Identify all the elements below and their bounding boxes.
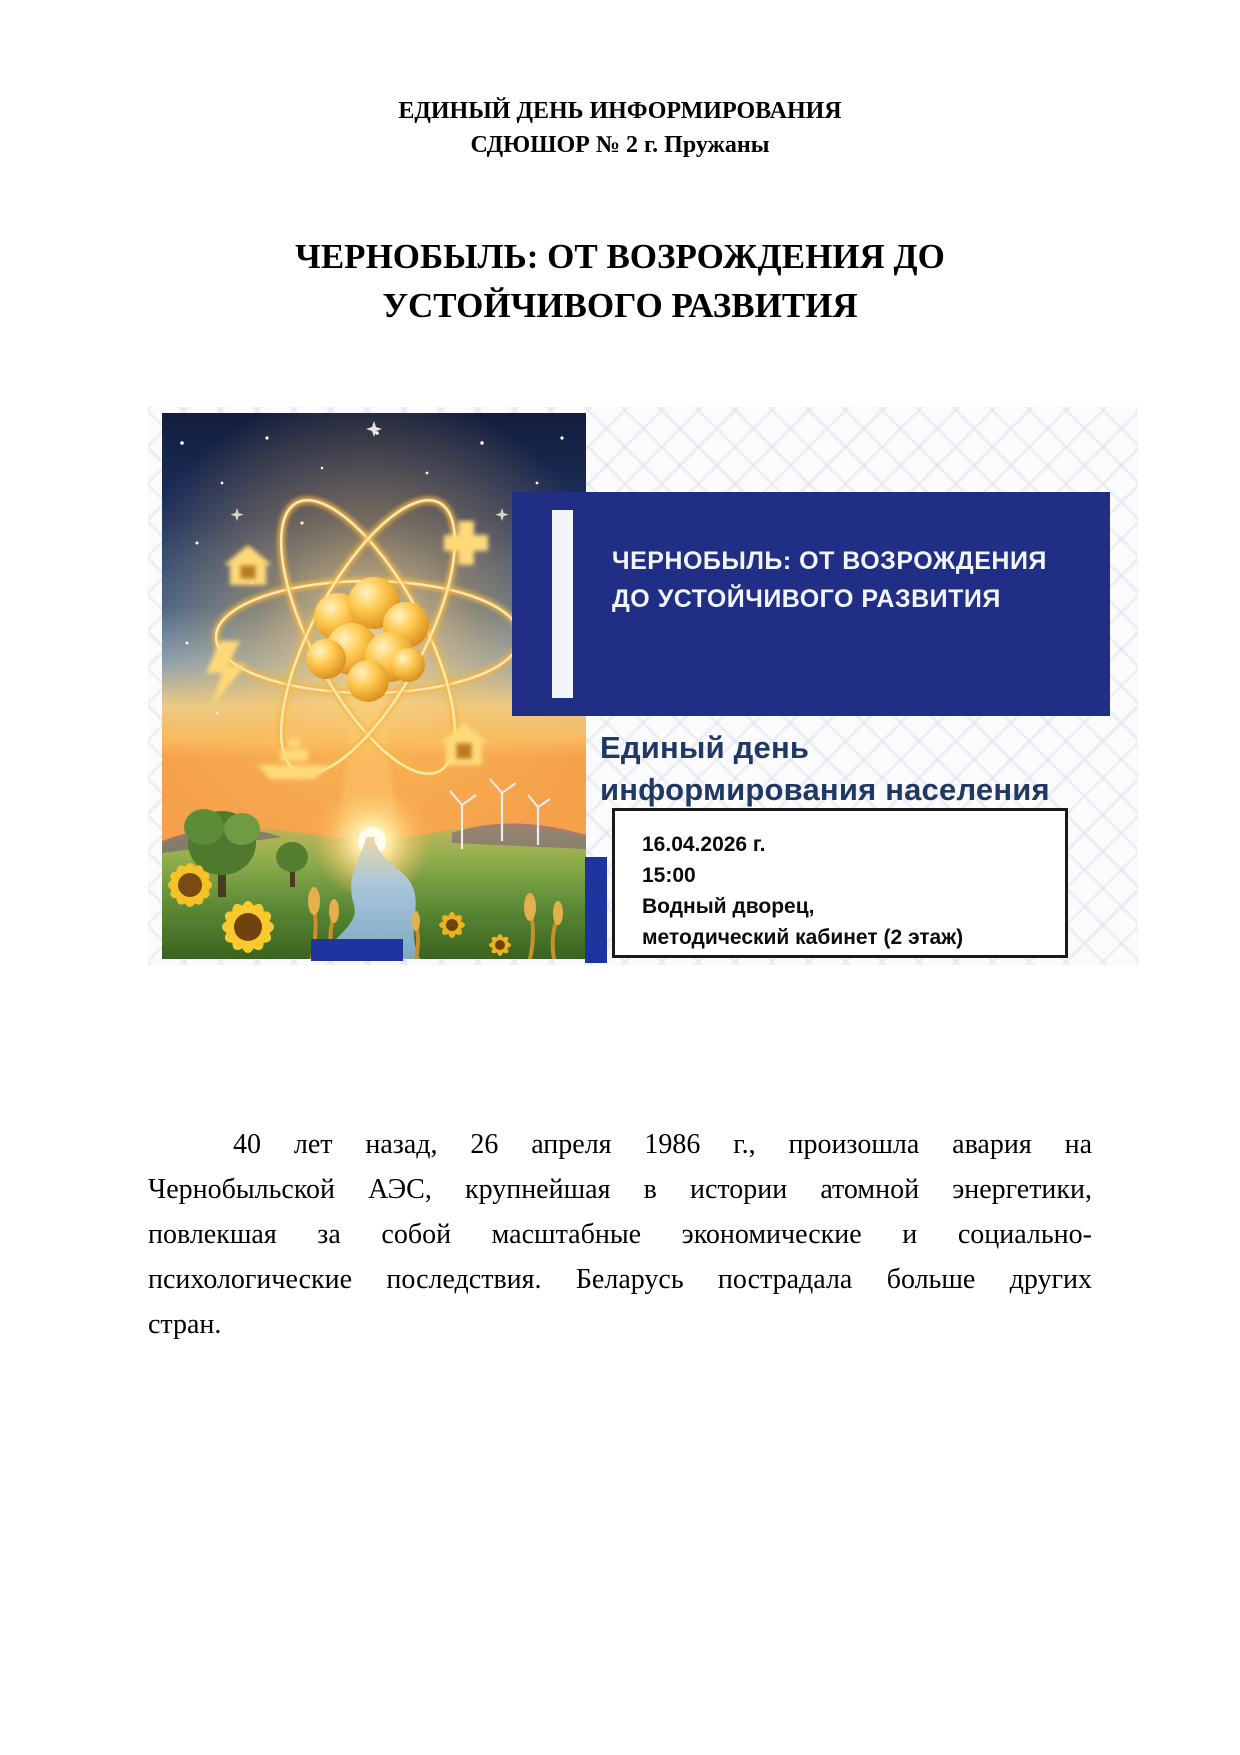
- event-time: 15:00: [642, 864, 696, 887]
- event-date: 16.04.2026 г.: [642, 833, 766, 856]
- photo-bottom-accent: [311, 939, 403, 961]
- poster-subtitle: [600, 727, 1050, 811]
- page-title: [148, 232, 1092, 330]
- poster-banner: [512, 492, 1110, 716]
- event-place-line-2: методический кабинет (2 этаж): [642, 926, 964, 949]
- body-paragraph: 40 лет назад, 26 апреля 1986 г., произошла авария на Чернобыльской АЭС, крупнейшая в истории атомной энергетики, повлекшая за собой масштабные экономические и социально-психологические последствия. Беларусь пострадала больше других стран.: [148, 1129, 1092, 1340]
- header-line-1: ЕДИНЫЙ ДЕНЬ ИНФОРМИРОВАНИЯ: [398, 98, 842, 124]
- banner-title-line-2: ДО УСТОЙЧИВОГО РАЗВИТИЯ: [612, 585, 1001, 613]
- event-place-line-1: Водный дворец,: [642, 895, 815, 918]
- title-line-1: ЧЕРНОБЫЛЬ: ОТ ВОЗРОЖДЕНИЯ ДО: [295, 237, 945, 276]
- banner-accent-bar: [552, 510, 573, 698]
- title-line-2: УСТОЙЧИВОГО РАЗВИТИЯ: [382, 286, 858, 325]
- info-box-accent-bar: [585, 857, 607, 963]
- header-line-2: СДЮШОР № 2 г. Пружаны: [470, 132, 770, 158]
- banner-title-line-1: ЧЕРНОБЫЛЬ: ОТ ВОЗРОЖДЕНИЯ: [612, 547, 1047, 575]
- event-info-box: [612, 808, 1068, 958]
- banner-title: [612, 542, 1090, 618]
- subtitle-line-1: Единый день: [600, 730, 810, 765]
- document-header: [148, 94, 1092, 162]
- subtitle-line-2: информирования населения: [600, 772, 1050, 807]
- event-poster-image: [148, 407, 1138, 965]
